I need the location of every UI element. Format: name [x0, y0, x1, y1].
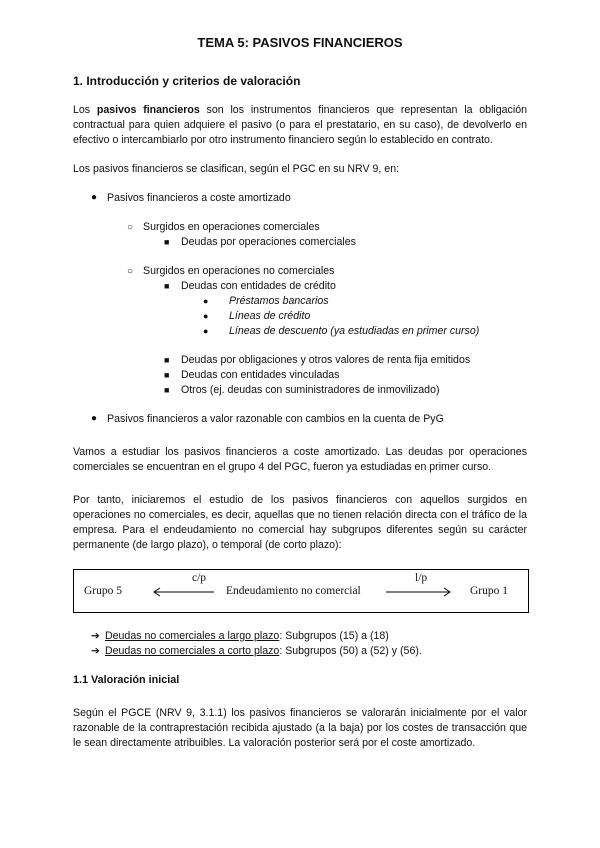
- diagram-left-label: c/p: [192, 572, 207, 584]
- list-item-text: Líneas de descuento (ya estudiadas en primer curso): [229, 325, 480, 337]
- list-item: [73, 368, 527, 383]
- list-item-text: Surgidos en operaciones comerciales: [143, 221, 320, 233]
- bullet-icon: ●: [91, 413, 98, 424]
- arrow-bullet-icon: ➔: [91, 645, 100, 657]
- list-item: [73, 309, 527, 324]
- list-item-text: Deudas por operaciones comerciales: [181, 236, 356, 248]
- diagram-right-label: l/p: [415, 572, 428, 584]
- list-item: [73, 191, 527, 206]
- list-item-text: Deudas con entidades vinculadas: [181, 369, 340, 381]
- study-paragraph: Vamos a estudiar los pasivos financieros a coste amortizado. Las deudas por operaciones comerciales se encuentran en el grupo 4 del PGC, fueron ya estudiadas en primer curso.: [73, 446, 527, 473]
- sublist-noncommercial-more: [73, 353, 527, 398]
- diagram-left-group: Grupo 5: [84, 585, 123, 597]
- square-bullet-icon: ■: [164, 355, 170, 365]
- document-page: [73, 34, 527, 751]
- list-item-text: Otros (ej. deudas con suministradores de inmovilizado): [181, 384, 440, 396]
- left-arrow-icon: [154, 588, 214, 596]
- bullet-icon: ●: [203, 296, 209, 306]
- bullet-icon: ●: [91, 192, 98, 203]
- square-bullet-icon: ■: [164, 385, 170, 395]
- long-term-subgroups: : Subgrupos (15) a (18): [279, 630, 389, 642]
- debt-diagram: [73, 569, 529, 613]
- sublist-commercial-items: [73, 235, 527, 250]
- intro-paragraph: [73, 103, 527, 148]
- list-item-text: Deudas por obligaciones y otros valores de renta fija emitidos: [181, 354, 471, 366]
- list-item-text: Líneas de crédito: [229, 310, 311, 322]
- square-bullet-icon: ■: [164, 281, 170, 291]
- sublist-commercial: [73, 220, 527, 235]
- list-item: [73, 644, 527, 659]
- list-item: [73, 279, 527, 294]
- intro-text-start: Los: [73, 104, 97, 116]
- circle-bullet-icon: ○: [127, 266, 134, 277]
- diagram-arrows: [74, 570, 528, 612]
- right-arrow-icon: [386, 588, 450, 596]
- square-bullet-icon: ■: [164, 237, 170, 247]
- classification-list-2: [73, 412, 527, 427]
- list-item: [73, 412, 527, 427]
- diagram-center-label: Endeudamiento no comercial: [226, 585, 361, 597]
- list-item-text: Surgidos en operaciones no comerciales: [143, 265, 335, 277]
- initial-valuation-paragraph: Según el PGCE (NRV 9, 3.1.1) los pasivos financieros se valorarán inicialmente por el valor razonable de la contraprestación recibida ajustado (a la baja) por los costes de transacción que le sean directamente atribuibles. La valoración posterior será por el coste amortizado.: [73, 707, 527, 749]
- start-paragraph: Por tanto, iniciaremos el estudio de los pasivos financieros con aquellos surgidos en operaciones no comerciales, es decir, aquellas que no tienen relación directa con el tráfico de la empresa. Para el endeudamiento no comercial hay subgrupos diferentes según su carácter permanente (de largo plazo), o temporal (de corto plazo):: [73, 494, 527, 551]
- bullet-icon: ●: [203, 311, 209, 321]
- intro-bold-term: pasivos financieros: [96, 104, 200, 116]
- short-term-subgroups: : Subgrupos (50) a (52) y (56).: [279, 645, 422, 657]
- intro-text-rest: son los instrumentos financieros que representan la obligación contractual para quien adquiere el pasivo (o para el prestatario, en su caso), de devolverlo en efectivo o intercambiarlo por otro instrumento financiero según lo establecido en contrato.: [73, 104, 527, 146]
- sublist-noncommercial: [73, 264, 527, 279]
- list-item: [73, 383, 527, 398]
- list-item: [73, 220, 527, 235]
- circle-bullet-icon: ○: [127, 222, 134, 233]
- list-item-text: Pasivos financieros a valor razonable con cambios en la cuenta de PyG: [107, 413, 444, 425]
- square-bullet-icon: ■: [164, 370, 170, 380]
- list-item: [73, 294, 527, 309]
- long-term-link: Deudas no comerciales a largo plazo: [105, 630, 280, 642]
- list-item-text: Pasivos financieros a coste amortizado: [107, 192, 291, 204]
- list-item: [73, 353, 527, 368]
- diagram-right-group: Grupo 1: [470, 585, 509, 597]
- document-title: TEMA 5: PASIVOS FINANCIEROS: [197, 35, 403, 50]
- classification-intro: Los pasivos financieros se clasifican, según el PGC en su NRV 9, en:: [73, 163, 400, 175]
- classification-list: [73, 191, 527, 206]
- list-item: [73, 324, 527, 339]
- arrow-bullet-icon: ➔: [91, 630, 100, 642]
- section-1-heading: 1. Introducción y criterios de valoración: [73, 74, 301, 88]
- credit-entities-list: [73, 294, 527, 339]
- list-item-text: Préstamos bancarios: [229, 295, 329, 307]
- bullet-icon: ●: [203, 326, 209, 336]
- list-item: [73, 235, 527, 250]
- subgroup-list: [73, 629, 527, 659]
- section-1-1-heading: 1.1 Valoración inicial: [73, 674, 180, 686]
- list-item: [73, 264, 527, 279]
- list-item-text: Deudas con entidades de crédito: [181, 280, 336, 292]
- sublist-noncommercial-items: [73, 279, 527, 294]
- list-item: [73, 629, 527, 644]
- short-term-link: Deudas no comerciales a corto plazo: [105, 645, 280, 657]
